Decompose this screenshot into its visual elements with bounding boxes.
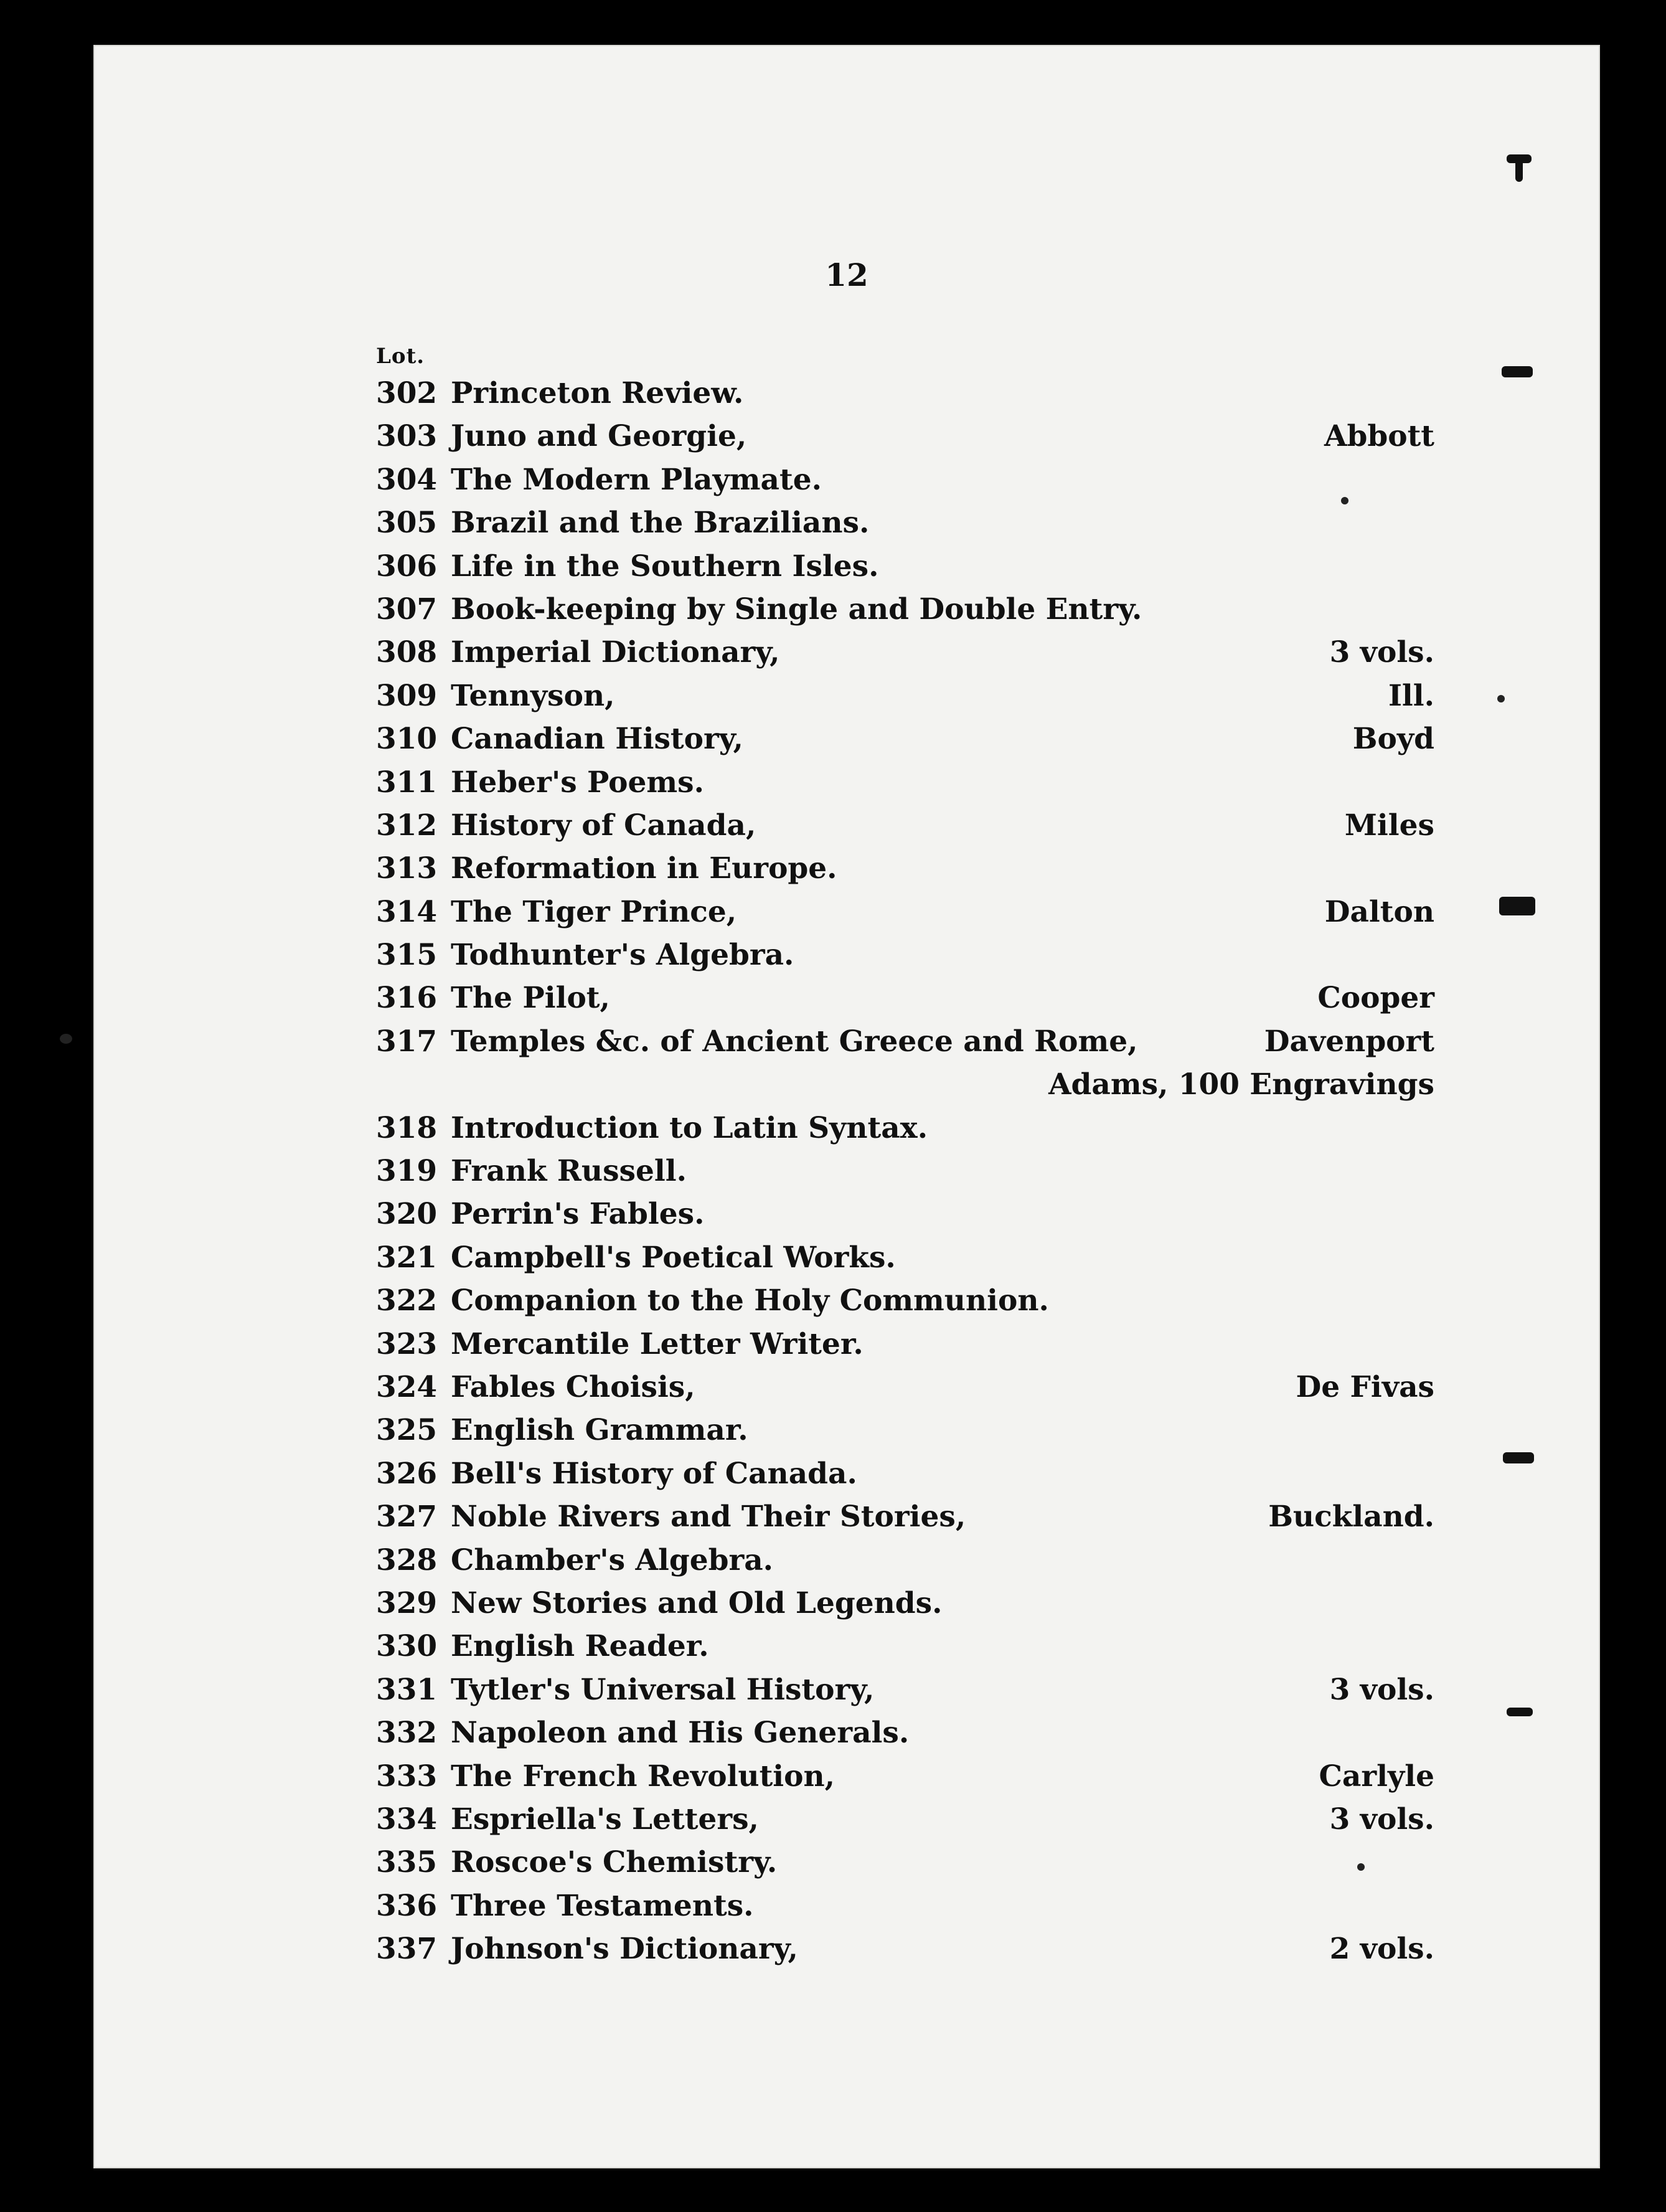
lot-number: 308 [376,635,438,670]
lot-title: Brazil and the Brazilians. [451,506,870,541]
lot-entry [376,1283,1434,1326]
lot-number: 312 [376,808,438,843]
lot-note: Miles [1344,808,1434,843]
lot-entry [376,1154,1434,1197]
lot-entry [376,1802,1434,1845]
lot-entry [376,419,1434,462]
lot-title: The Pilot, [451,981,610,1016]
lot-title: Heber's Poems. [451,765,704,800]
binding-mark [1507,1708,1533,1716]
lot-title: Tytler's Universal History, [451,1672,875,1707]
lot-entry [376,679,1434,722]
lot-number: 319 [376,1154,438,1189]
lot-title: Frank Russell. [451,1154,687,1189]
lot-note: De Fivas [1296,1369,1434,1404]
lot-title: History of Canada, [451,808,756,843]
lot-number: 328 [376,1543,438,1577]
lot-title: Juno and Georgie, [451,419,747,454]
lot-entry [376,1629,1434,1672]
lot-entry [376,1889,1434,1932]
lot-column-header: Lot. [376,344,425,369]
lot-title: Perrin's Fables. [451,1197,705,1232]
lot-title: Life in the Southern Isles. [451,549,879,584]
lot-number: 314 [376,894,438,929]
lot-number: 303 [376,419,438,454]
lot-entry [376,1500,1434,1543]
lot-number: 307 [376,592,438,626]
lot-note: Cooper [1317,981,1434,1016]
lot-entry [376,376,1434,419]
lot-entry [376,981,1434,1024]
lot-entry [376,1932,1434,1975]
lot-title: Chamber's Algebra. [451,1543,774,1577]
lot-entry [376,895,1434,938]
lot-entry [376,1716,1434,1759]
lot-note: 3 vols. [1329,635,1434,670]
lot-title: The French Revolution, [451,1759,835,1794]
lot-number: 304 [376,462,438,497]
lot-title: Roscoe's Chemistry. [451,1845,778,1880]
binding-mark [1503,1452,1534,1463]
lot-number: 336 [376,1888,438,1923]
lot-number: 333 [376,1759,438,1794]
lot-title: Mercantile Letter Writer. [451,1326,864,1361]
lot-entry [376,1111,1434,1154]
lot-title: Canadian History, [451,722,743,757]
lot-note: Carlyle [1319,1759,1434,1794]
lot-number: 317 [376,1024,438,1059]
binding-mark [1502,366,1533,377]
lot-entry [376,1370,1434,1413]
lot-number: 331 [376,1672,438,1707]
lot-number: 315 [376,938,438,973]
lot-number: 302 [376,376,438,410]
lot-title: Imperial Dictionary, [451,635,780,670]
lot-number: 322 [376,1283,438,1318]
lot-number: 332 [376,1716,438,1751]
lot-entry [376,938,1434,981]
lot-note: 2 vols. [1329,1932,1434,1967]
ink-speck [60,1034,72,1044]
lot-note: Davenport [1264,1024,1434,1059]
lot-entry [376,463,1434,506]
lot-number: 325 [376,1413,438,1448]
lot-title: Adams, 100 Engravings [1048,1067,1434,1102]
lot-title: Three Testaments. [451,1888,754,1923]
lot-number: 329 [376,1586,438,1620]
lot-title: English Reader. [451,1629,709,1664]
lot-number: 330 [376,1629,438,1664]
lot-title: Companion to the Holy Communion. [451,1283,1049,1318]
lot-number: 310 [376,722,438,757]
lot-number: 318 [376,1110,438,1145]
lot-number: 324 [376,1369,438,1404]
lot-title: The Modern Playmate. [451,462,822,497]
ink-speck [1497,695,1505,702]
lot-title: Introduction to Latin Syntax. [451,1110,928,1145]
lot-title: Reformation in Europe. [451,851,837,886]
lot-number: 305 [376,506,438,541]
lot-entry [376,1673,1434,1716]
ink-speck [1341,497,1348,504]
binding-mark [1499,897,1535,915]
lot-title: Book-keeping by Single and Double Entry. [451,592,1142,626]
lot-number: 337 [376,1932,438,1967]
lot-number: 316 [376,981,438,1016]
lot-entry [376,1413,1434,1456]
page-number: 12 [825,257,868,293]
lot-number: 321 [376,1240,438,1275]
lot-entry [376,592,1434,635]
ink-speck [1357,1863,1365,1871]
lot-number: 311 [376,765,438,800]
lot-title: Fables Choisis, [451,1369,695,1404]
lot-title: The Tiger Prince, [451,894,737,929]
binding-mark [1515,154,1523,182]
lot-title: Bell's History of Canada. [451,1456,857,1491]
lot-number: 313 [376,851,438,886]
lot-note: Abbott [1324,419,1434,454]
lot-entry [376,506,1434,549]
lot-entry [376,1197,1434,1240]
lot-number: 327 [376,1500,438,1534]
lot-title: Johnson's Dictionary, [451,1932,798,1967]
lot-number: 306 [376,549,438,584]
lot-note: Dalton [1324,894,1434,929]
lot-title: Napoleon and His Generals. [451,1716,910,1751]
lot-title: Todhunter's Algebra. [451,938,794,973]
lot-entry [376,549,1434,592]
lot-number: 323 [376,1326,438,1361]
lot-number: 335 [376,1845,438,1880]
lot-note: Buckland. [1268,1500,1434,1534]
lot-note: Boyd [1352,722,1434,757]
lot-entry [376,1457,1434,1500]
lot-number: 326 [376,1456,438,1491]
lot-title: Campbell's Poetical Works. [451,1240,896,1275]
lot-entry [376,1067,1434,1110]
lot-title: Espriella's Letters, [451,1802,759,1836]
lot-entry [376,1327,1434,1370]
lot-title: English Grammar. [451,1413,748,1448]
lot-list [376,376,1434,1975]
lot-entry [376,1759,1434,1802]
lot-note: Ill. [1388,678,1434,713]
lot-entry [376,1845,1434,1888]
lot-number: 334 [376,1802,438,1836]
lot-entry [376,722,1434,765]
lot-entry [376,1543,1434,1586]
lot-title: New Stories and Old Legends. [451,1586,943,1620]
lot-entry [376,635,1434,678]
lot-title: Tennyson, [451,678,615,713]
lot-title: Princeton Review. [451,376,744,410]
lot-number: 320 [376,1197,438,1232]
lot-note: 3 vols. [1329,1802,1434,1836]
lot-entry [376,1241,1434,1283]
lot-entry [376,1024,1434,1067]
lot-entry [376,808,1434,851]
lot-title: Noble Rivers and Their Stories, [451,1500,966,1534]
lot-note: 3 vols. [1329,1672,1434,1707]
lot-entry [376,765,1434,808]
catalogue-page [93,45,1600,2168]
lot-title: Temples &c. of Ancient Greece and Rome, [451,1024,1138,1059]
lot-entry [376,851,1434,894]
lot-number: 309 [376,678,438,713]
lot-entry [376,1586,1434,1629]
